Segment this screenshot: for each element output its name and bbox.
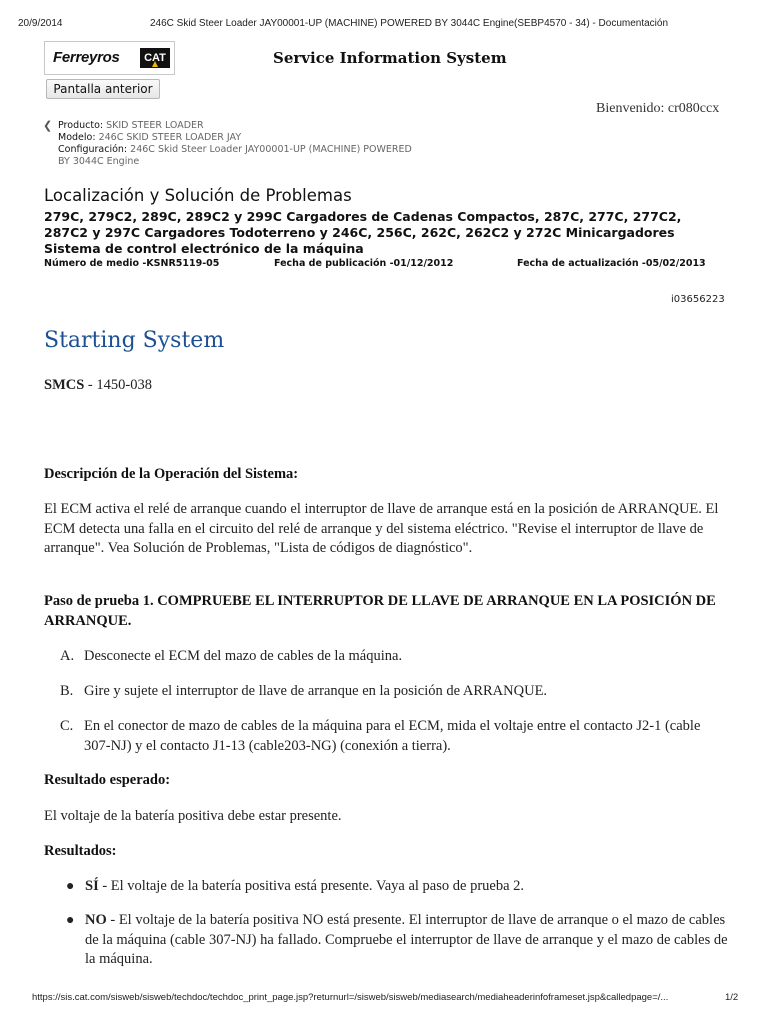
media-number: Número de medio -KSNR5119-05 [44,258,220,269]
product-row [58,120,204,131]
cat-logo-icon: CAT [140,48,170,68]
section-subtitle-line1: 279C, 279C2, 289C, 289C2 y 299C Cargadores de Cadenas Compactos, 287C, 277C, 277C2, [44,209,682,224]
print-url: https://sis.cat.com/sisweb/sisweb/techdoc/techdoc_print_page.jsp?returnurl=/sisweb/sisweb/mediasearch/mediaheaderinfoframeset.jsp&calledpage=/... [32,992,669,1003]
configuration-row-continued [58,156,139,167]
print-document-title: 246C Skid Steer Loader JAY00001-UP (MACHINE) POWERED BY 3044C Engine(SEBP4570 - 34) - Documentación [150,18,669,29]
result-text [85,911,730,970]
expected-result-text: El voltaje de la batería positiva debe estar presente. [44,808,342,824]
page-heading: Starting System [44,328,225,353]
ferreyros-cat-logo [44,41,175,75]
section-title: Localización y Solución de Problemas [44,186,352,205]
bullet-icon: ● [66,879,75,894]
result-description: - El voltaje de la batería positiva está presente. Vaya al paso de prueba 2. [98,878,525,894]
step-letter: B. [60,683,74,699]
step-text: Desconecte el ECM del mazo de cables de la máquina. [84,648,403,664]
bullet-icon: ● [66,913,75,928]
configuration-value-line2: BY 3044C Engine [58,156,140,167]
document-id: i03656223 [671,294,725,305]
smcs-code [44,377,152,394]
publish-date: Fecha de publicación -01/12/2012 [274,258,454,269]
step-text: En el conector de mazo de cables de la máquina para el ECM, mida el voltaje entre el contacto J2-1 (cable 307-NJ) y el contacto J1-13 (cable203-NG) (conexión a tierra). [84,718,701,754]
result-description: - El voltaje de la batería positiva NO está presente. El interruptor de llave de arranque o el mazo de cables de la máquina (cable 307-NJ) ha fallado. Compruebe el interruptor de llave de arranque y el mazo de cables de la máquina. [85,912,728,967]
configuration-label: Configuración: [58,144,128,155]
print-date: 20/9/2014 [18,18,63,29]
step-letter: A. [60,648,75,664]
result-label: NO [85,912,107,928]
configuration-value-line1: 246C Skid Steer Loader JAY00001-UP (MACHINE) POWERED [130,144,412,155]
step-text: Gire y sujete el interruptor de llave de arranque en la posición de ARRANQUE. [84,683,548,699]
expected-result-heading: Resultado esperado: [44,772,171,788]
result-text [85,877,730,897]
model-row [58,132,241,143]
back-button[interactable]: Pantalla anterior [46,79,160,99]
system-title: Service Information System [273,49,507,67]
results-heading: Resultados: [44,843,117,859]
product-label: Producto: [58,120,104,131]
model-value: 246C SKID STEER LOADER JAY [98,132,242,143]
chevron-left-icon[interactable]: ❮ [43,120,53,132]
update-date: Fecha de actualización -05/02/2013 [517,258,706,269]
section-subtitle-line2: 287C2 y 297C Cargadores Todoterreno y 246C, 256C, 262C, 262C2 y 272C Minicargadores [44,225,675,240]
welcome-user: Bienvenido: cr080ccx [596,101,720,116]
step-letter: C. [60,718,74,734]
ferreyros-logo-text: Ferreyros [53,49,120,66]
print-page-number: 1/2 [725,992,739,1003]
operation-description-heading: Descripción de la Operación del Sistema: [44,466,299,482]
test-step-heading: Paso de prueba 1. COMPRUEBE EL INTERRUPTOR DE LLAVE DE ARRANQUE EN LA POSICIÓN DE ARRANQUE. [44,593,716,629]
product-value: SKID STEER LOADER [106,120,204,131]
result-label: SÍ [85,878,99,894]
section-subtitle-line3: Sistema de control electrónico de la máquina [44,241,364,256]
configuration-row [58,144,412,155]
operation-description-text: El ECM activa el relé de arranque cuando el interruptor de llave de arranque está en la posición de ARRANQUE. El ECM detecta una falla en el circuito del relé de arranque y del sistema eléctrico. "Revise el interruptor de llave de arranque". Vea Solución de Problemas, "Lista de códigos de diagnóstico". [44,501,719,556]
smcs-label: SMCS [44,377,85,393]
model-label: Modelo: [58,132,96,143]
smcs-value: - 1450-038 [84,377,152,393]
